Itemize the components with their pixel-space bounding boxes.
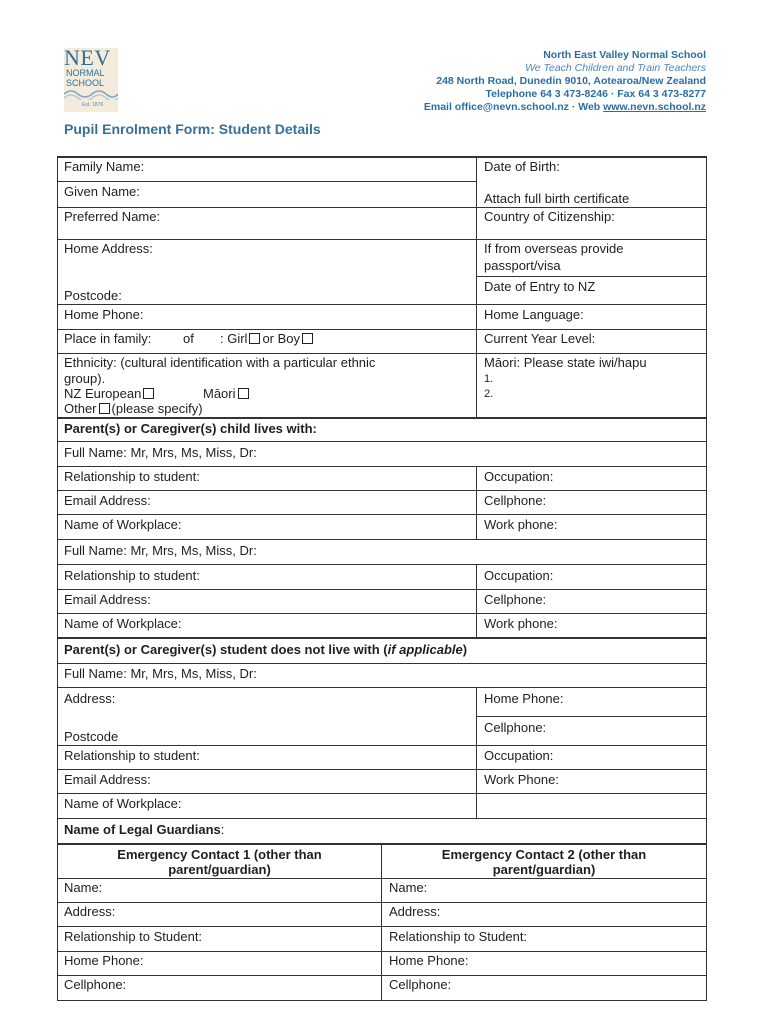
ec2-address-field[interactable]: Address: (389, 904, 441, 919)
school-phone: Telephone 64 3 473-8246 · Fax 64 3 473-8277 (485, 88, 706, 100)
p1-cellphone-field[interactable]: Cellphone: (484, 493, 547, 508)
p2-workplace-field[interactable]: Name of Workplace: (64, 616, 182, 631)
ec2-relationship-field[interactable]: Relationship to Student: (389, 929, 528, 944)
website-link[interactable]: www.nevn.school.nz (603, 101, 706, 113)
nz-european-option: NZ European (64, 386, 156, 401)
family-name-field[interactable]: Family Name: (64, 159, 145, 174)
girl-checkbox[interactable] (249, 333, 260, 344)
p3-work-phone-field[interactable]: Work Phone: (484, 772, 559, 787)
country-field[interactable]: Country of Citizenship: (484, 209, 615, 224)
attach-birth-note: Attach full birth certificate (484, 191, 630, 206)
p2-work-phone-field[interactable]: Work phone: (484, 616, 558, 631)
school-address: 248 North Road, Dunedin 9010, Aotearoa/New Zealand (436, 75, 706, 87)
p1-full-name-field[interactable]: Full Name: Mr, Mrs, Ms, Miss, Dr: (64, 445, 257, 460)
page-title: Pupil Enrolment Form: Student Details (64, 121, 321, 137)
ec1-address-field[interactable]: Address: (64, 904, 116, 919)
p2-relationship-field[interactable]: Relationship to student: (64, 568, 200, 583)
p3-full-name-field[interactable]: Full Name: Mr, Mrs, Ms, Miss, Dr: (64, 666, 257, 681)
p3-home-phone-field[interactable]: Home Phone: (484, 691, 564, 706)
p3-email-field[interactable]: Email Address: (64, 772, 151, 787)
overseas-note-2: passport/visa (484, 258, 561, 273)
parents-live-heading: Parent(s) or Caregiver(s) child lives with: (64, 421, 317, 436)
other-option: Other (please specify) (64, 401, 203, 416)
overseas-note-1: If from overseas provide (484, 241, 624, 256)
parents-not-live-heading: Parent(s) or Caregiver(s) student does not live with (if applicable) (64, 642, 468, 657)
ec2-home-phone-field[interactable]: Home Phone: (389, 953, 469, 968)
ec1-cellphone-field[interactable]: Cellphone: (64, 977, 127, 992)
preferred-name-field[interactable]: Preferred Name: (64, 209, 161, 224)
legal-guardians-field[interactable]: Name of Legal Guardians: (64, 822, 225, 837)
postcode-field[interactable]: Postcode: (64, 288, 122, 303)
iwi-line-2[interactable]: 2. (484, 388, 494, 400)
p1-email-field[interactable]: Email Address: (64, 493, 151, 508)
iwi-field[interactable]: Māori: Please state iwi/hapu (484, 355, 647, 370)
date-of-birth-field[interactable]: Date of Birth: (484, 159, 560, 174)
home-language-field[interactable]: Home Language: (484, 307, 584, 322)
ec1-relationship-field[interactable]: Relationship to Student: (64, 929, 203, 944)
nz-european-checkbox[interactable] (143, 388, 154, 399)
logo-est: Est. 1876 (82, 102, 104, 108)
p2-email-field[interactable]: Email Address: (64, 592, 151, 607)
ec1-name-field[interactable]: Name: (64, 880, 103, 895)
given-name-field[interactable]: Given Name: (64, 184, 140, 199)
p3-relationship-field[interactable]: Relationship to student: (64, 748, 200, 763)
p3-occupation-field[interactable]: Occupation: (484, 748, 554, 763)
p3-postcode-field[interactable]: Postcode (64, 729, 119, 744)
p2-cellphone-field[interactable]: Cellphone: (484, 592, 547, 607)
p2-full-name-field[interactable]: Full Name: Mr, Mrs, Ms, Miss, Dr: (64, 543, 257, 558)
place-in-family-label: Place in family: (64, 331, 152, 346)
p1-workplace-field[interactable]: Name of Workplace: (64, 517, 182, 532)
p2-occupation-field[interactable]: Occupation: (484, 568, 554, 583)
school-logo (64, 45, 118, 112)
home-phone-field[interactable]: Home Phone: (64, 307, 144, 322)
home-address-field[interactable]: Home Address: (64, 241, 153, 256)
ec2-name-field[interactable]: Name: (389, 880, 428, 895)
date-entry-field[interactable]: Date of Entry to NZ (484, 279, 596, 294)
maori-checkbox[interactable] (238, 388, 249, 399)
ethnicity-label-1: Ethnicity: (cultural identification with a particular ethnic (64, 355, 376, 370)
school-name: North East Valley Normal School (543, 49, 706, 61)
school-email: Email office@nevn.school.nz · Web www.nevn.school.nz (423, 101, 706, 113)
other-checkbox[interactable] (99, 403, 110, 414)
p1-work-phone-field[interactable]: Work phone: (484, 517, 558, 532)
emergency-contact-1-heading: Emergency Contact 1 (other than parent/guardian) (117, 847, 322, 877)
ec1-home-phone-field[interactable]: Home Phone: (64, 953, 144, 968)
wave-icon (64, 88, 118, 100)
boy-checkbox[interactable] (302, 333, 313, 344)
of-label: of (183, 331, 194, 346)
p1-occupation-field[interactable]: Occupation: (484, 469, 554, 484)
p3-cellphone-field[interactable]: Cellphone: (484, 720, 547, 735)
logo-nev: NEV (64, 45, 111, 70)
gender-field: : Girl or Boy (220, 331, 315, 346)
emergency-contact-2-heading: Emergency Contact 2 (other than parent/guardian) (441, 847, 647, 877)
current-year-field[interactable]: Current Year Level: (484, 331, 596, 346)
p3-address-field[interactable]: Address: (64, 691, 116, 706)
iwi-line-1[interactable]: 1. (484, 373, 494, 385)
logo-normal: NORMAL SCHOOL (66, 68, 105, 88)
ethnicity-label-2: group). (64, 371, 106, 386)
maori-option: Māori (203, 386, 251, 401)
p1-relationship-field[interactable]: Relationship to student: (64, 469, 200, 484)
ec2-cellphone-field[interactable]: Cellphone: (389, 977, 452, 992)
p3-workplace-field[interactable]: Name of Workplace: (64, 796, 182, 811)
tagline: We Teach Children and Train Teachers (525, 62, 706, 74)
